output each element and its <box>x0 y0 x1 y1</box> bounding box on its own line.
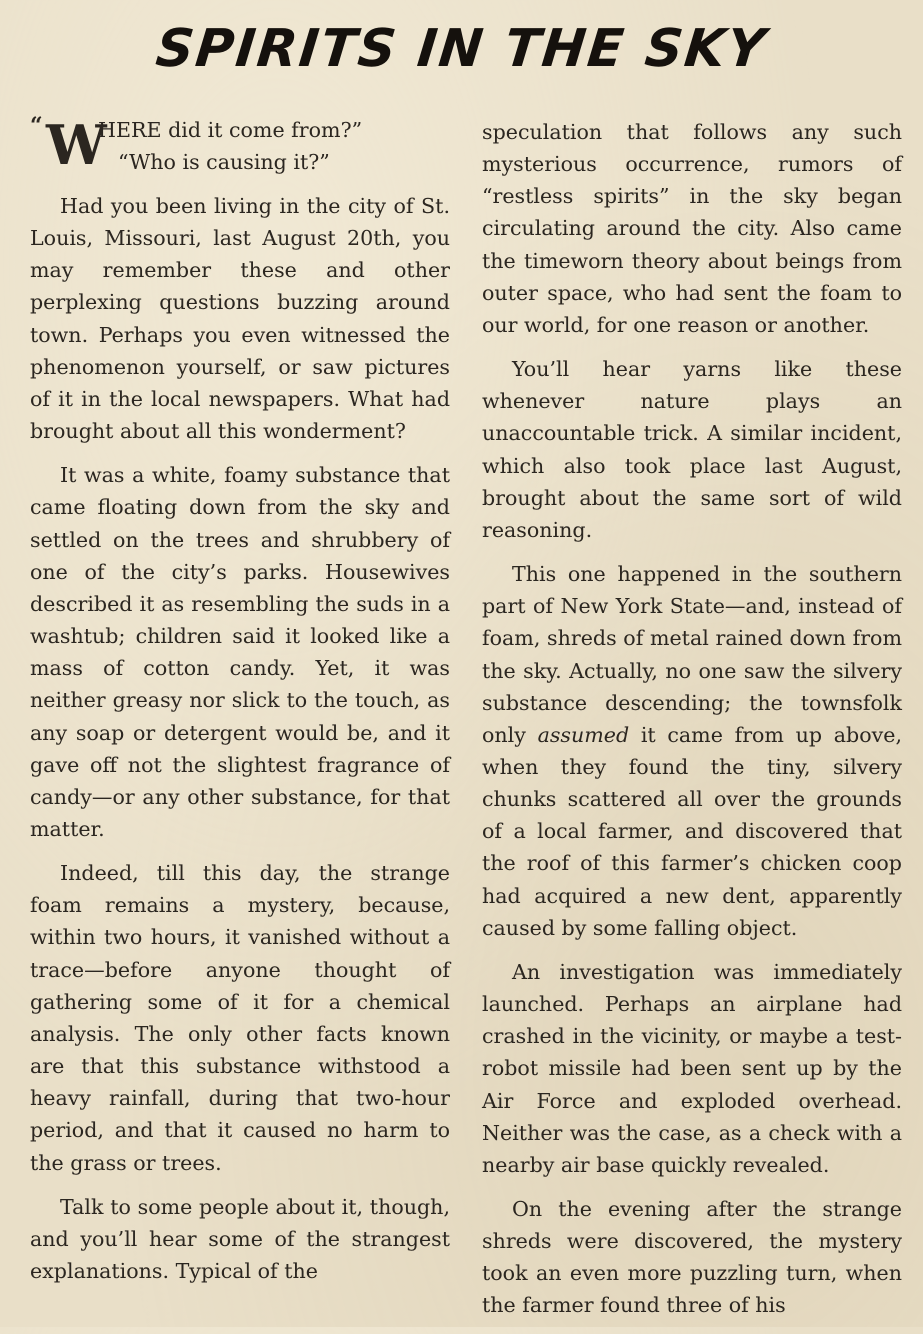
drop-cap: W <box>46 113 107 177</box>
paragraph <box>482 558 902 944</box>
article-title: SPIRITS IN THE SKY <box>153 19 770 79</box>
opening-quote-mark: “ <box>30 113 43 139</box>
paragraph: speculation that follows any such mysterious occurrence, rumors of “restless spirits” in the sky began circulating around the city. Also came the timeworn theory about beings from outer space, who had sent the foam to our world, for one reason or another. <box>482 120 902 337</box>
opening-line-1: HERE did it come from?” <box>98 118 363 142</box>
right-column <box>482 116 902 1334</box>
opening-line-2: “Who is causing it?” <box>118 150 330 174</box>
italic-word: assumed <box>537 722 630 747</box>
paragraph: An investigation was immediately launched. Perhaps an airplane had crashed in the vicinity, or maybe a test-robot missile had been sent up by the Air Force and exploded overhead. Neither was the case, as a check with a nearby air base quickly revealed. <box>482 959 902 1177</box>
paragraph: Had you been living in the city of St. Louis, Missouri, last August 20th, you may remember these and other perplexing questions buzzing around town. Perhaps you even witnessed the phenomenon yourself, or saw pictures of it in the local newspapers. What had brought about all this wonderment? <box>30 194 450 444</box>
paragraph: On the evening after the strange shreds were discovered, the mystery took an even more puzzling turn, when the farmer found three of his <box>482 1197 902 1318</box>
paragraph: It was a white, foamy substance that came floating down from the sky and settled on the trees and shrubbery of one of the city’s parks. Housewives described it as resembling the suds in a washtub; children said it looked like a mass of cotton candy. Yet, it was neither greasy nor slick to the touch, as any soap or detergent would be, and it gave off not the slightest fragrance of candy—or any other substance, for that matter. <box>30 463 450 841</box>
left-column <box>30 112 450 1299</box>
paragraph: Indeed, till this day, the strange foam remains a mystery, because, within two hours, it vanished without a trace—before anyone thought of gathering some of it for a chemical analysis. The only other facts known are that this substance withstood a heavy rainfall, during that two-hour period, and that it caused no harm to the grass or trees. <box>30 861 450 1175</box>
paragraph-text: it came from up above, when they found the tiny, silvery chunks scattered all over the grounds of a local farmer, and discovered that the roof of this farmer’s chicken coop had acquired a new dent, apparently caused by some falling object. <box>482 722 902 940</box>
paragraph: Talk to some people about it, though, and you’ll hear some of the strangest explanations. Typical of the <box>30 1194 450 1283</box>
paragraph: You’ll hear yarns like these whenever nature plays an unaccountable trick. A similar incident, which also took place last August, brought about the same sort of wild reasoning. <box>482 357 902 542</box>
opening-quote <box>30 112 450 178</box>
paragraph-text: This one happened in the southern part of New York State—and, instead of foam, shreds of metal rained down from the sky. Actually, no one saw the silvery substance descending; the townsfolk only <box>482 562 902 747</box>
